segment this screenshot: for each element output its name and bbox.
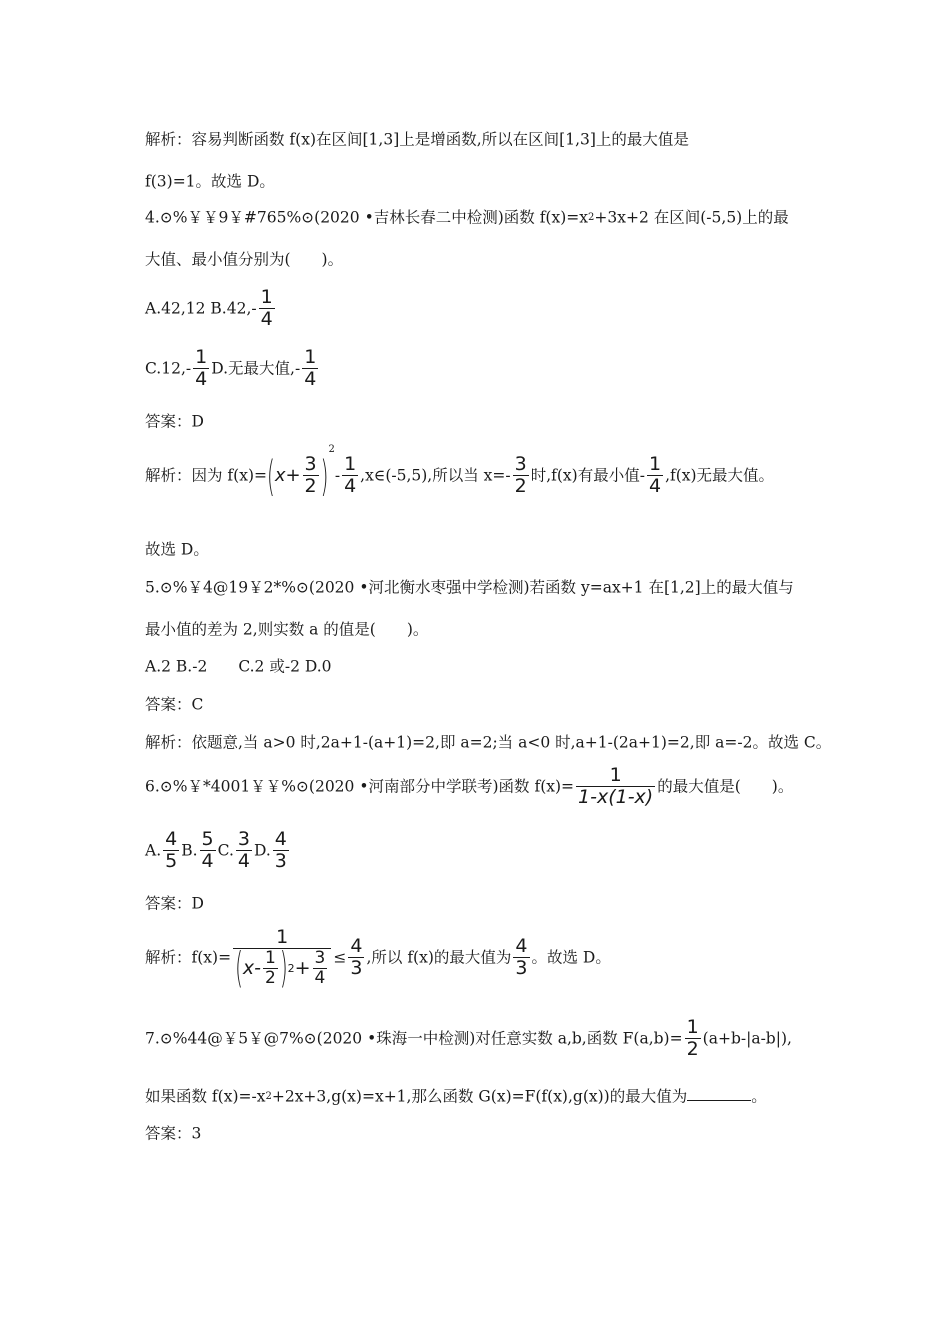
question-4-line-1: 4.⊙%￥￥9￥#765%⊙(2020 •吉林长春二中检测)函数 f(x)=x2+3x+2 在区间(-5,5)上的最	[145, 208, 789, 227]
question-7-line-1: 7.⊙%44@￥5￥@7%⊙(2020 •珠海一中检测)对任意实数 a,b,函数 F(a,b)= $\frac{1}{2}$ (a+b-|a-b|),	[145, 1016, 792, 1060]
answer-5: 答案：C	[145, 695, 204, 714]
fraction: $\frac{4}{3}$	[350, 934, 363, 979]
solution-4-line-2: 故选 D。	[145, 540, 209, 559]
answer-blank[interactable]	[687, 1086, 751, 1101]
fraction: $\frac{1}{1-x(1-x)}$	[578, 764, 654, 808]
fraction: $\frac{1}{4}$	[648, 453, 662, 497]
fraction: 1 ( x- $\frac{1}{2}$ ) 2 + $\frac{3}{4}$	[233, 928, 331, 988]
fraction: $\frac{1}{4}$	[304, 346, 317, 390]
solution-5: 解析：依题意,当 a>0 时,2a+1-(a+1)=2,即 a=2;当 a<0 时,a+1-(2a+1)=2,即 a=-2。故选 C。	[145, 733, 832, 752]
fraction: $\frac{4}{5}$	[165, 828, 178, 872]
question-5-options: A.2 B.-2 C.2 或-2 D.0	[145, 657, 332, 676]
fraction: $\frac{3}{2}$	[514, 453, 527, 497]
answer-7: 答案：3	[145, 1124, 202, 1143]
fraction: $\frac{3}{2}$	[304, 453, 317, 497]
question-4-line-2: 大值、最小值分别为( )。	[145, 250, 344, 269]
fraction: $\frac{4}{3}$	[515, 934, 528, 979]
fraction: $\frac{3}{4}$	[237, 828, 250, 872]
fraction: $\frac{1}{4}$	[195, 346, 208, 390]
question-7-line-2: 如果函数 f(x)=-x2+2x+3,g(x)=x+1,那么函数 G(x)=F(f(x),g(x))的最大值为 。	[145, 1087, 767, 1106]
question-5-line-2: 最小值的差为 2,则实数 a 的值是( )。	[145, 620, 429, 639]
solution-3-line-2: f(3)=1。故选 D。	[145, 172, 275, 191]
fraction: $\frac{5}{4}$	[201, 828, 214, 872]
question-6-options: A. $\frac{4}{5}$ B. $\frac{5}{4}$ C. $\frac{3}{4}$ D. $\frac{4}{3}$	[145, 828, 287, 872]
fraction: $\frac{4}{3}$	[274, 828, 287, 872]
question-4-options-cd: C.12,- $\frac{1}{4}$ D.无最大值,- $\frac{1}{4}$	[145, 346, 317, 390]
answer-6: 答案：D	[145, 894, 204, 913]
fraction: $\frac{1}{2}$	[686, 1016, 699, 1060]
question-6-line-1: 6.⊙%￥*4001￥￥%⊙(2020 •河南部分中学联考)函数 f(x)= $\frac{1}{1-x(1-x)}$ 的最大值是( )。	[145, 764, 794, 808]
fraction: $\frac{1}{4}$	[260, 286, 273, 330]
solution-3-line-1: 解析：容易判断函数 f(x)在区间[1,3]上是增函数,所以在区间[1,3]上的最大值是	[145, 130, 689, 149]
question-5-line-1: 5.⊙%￥4@19￥2*%⊙(2020 •河北衡水枣强中学检测)若函数 y=ax+1 在[1,2]上的最大值与	[145, 578, 794, 597]
question-4-options-ab: A.42,12 B.42,- $\frac{1}{4}$	[145, 286, 273, 330]
solution-4-line-1: 解析：因为 f(x)=(x+ $\frac{3}{2}$ )$^2$- $\frac{1}{4}$ ,x∈(-5,5),所以当 x=- $\frac{3}{2}$ 时,f(x)有最小值- $\frac{1}{4}$ ,f(x)无最大值。	[145, 444, 775, 502]
answer-4: 答案：D	[145, 412, 204, 431]
fraction: $\frac{1}{4}$	[344, 453, 357, 497]
solution-6: 解析：f(x)= 1 ( x- $\frac{1}{2}$ ) 2 + $\frac{3}{4}$ ≤ $\frac{4}{3}$ ,所以 f(x)的最大值为 $\frac{4}{3}$ 。故选 D。	[145, 926, 611, 993]
